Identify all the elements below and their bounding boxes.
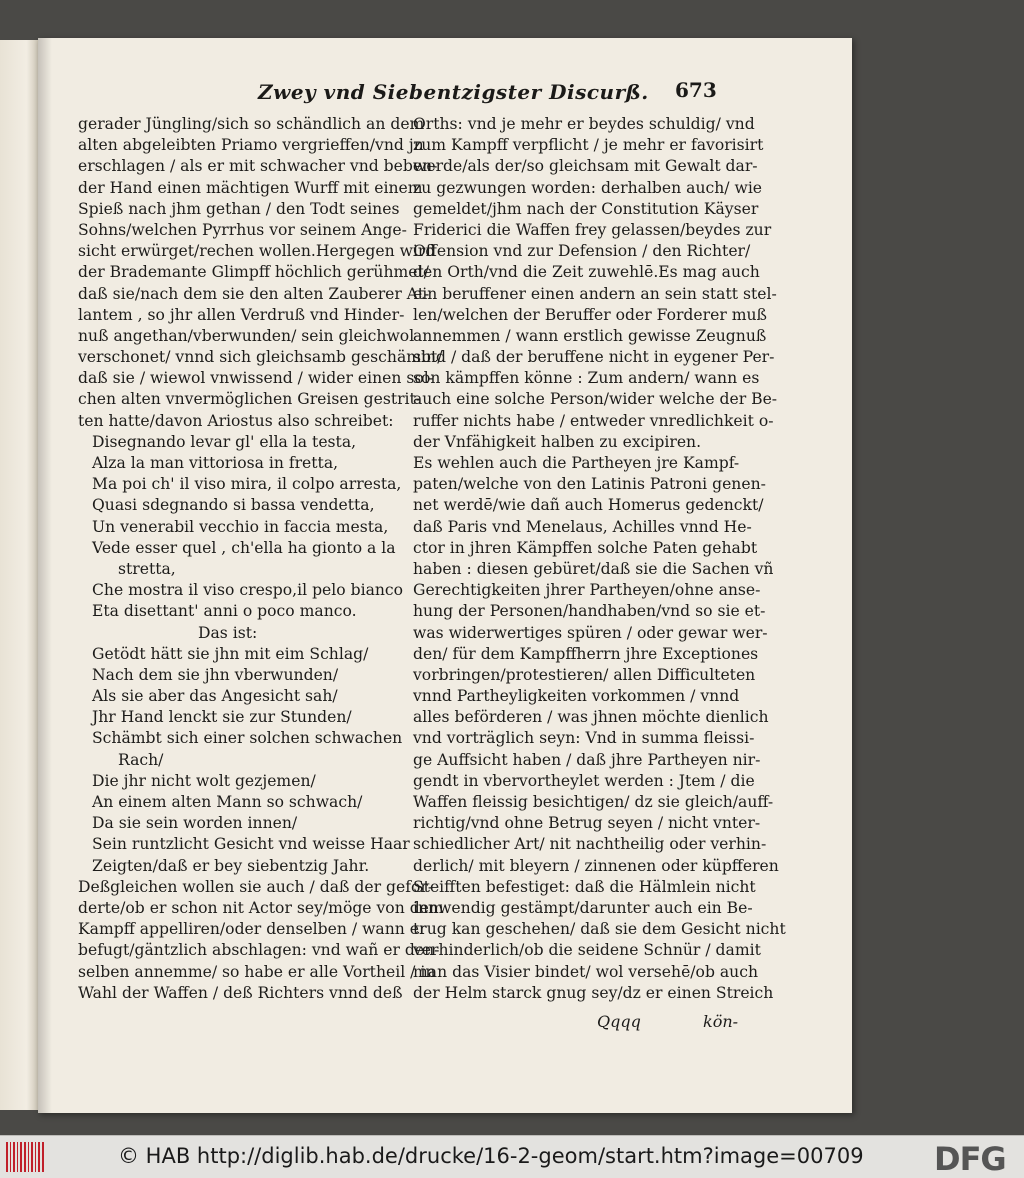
- text-line: gendt in vbervortheylet werden : Jtem / die: [413, 771, 755, 790]
- text-line: Es wehlen auch die Partheyen jre Kampf-: [413, 454, 740, 472]
- text-line: hung der Personen/handhaben/vnd so sie et-: [413, 602, 766, 621]
- text-line: zum Kampff verpflicht / je mehr er favorisirt: [413, 136, 764, 155]
- text-line: len/welchen der Beruffer oder Forderer muß: [413, 305, 767, 324]
- text-line: Deßgleichen wollen sie auch / daß der gefor-: [78, 877, 434, 896]
- text-line: Jhr Hand lenckt sie zur Stunden/: [92, 708, 352, 727]
- text-line: haben : diesen gebüret/daß sie die Sachen vñ: [413, 559, 774, 578]
- text-line: alten abgeleibten Priamo vergrieffen/vnd jn: [78, 136, 424, 155]
- text-line: ein beruffener einen andern an sein statt stel-: [413, 284, 777, 303]
- text-line: erschlagen / als er mit schwacher vnd beben-: [78, 157, 438, 176]
- text-line: trug kan geschehen/ daß sie dem Gesicht nicht: [413, 920, 786, 939]
- text-line: Offension vnd zur Defension / den Richter/: [413, 242, 751, 261]
- text-line: alles beförderen / was jhnen möchte dienlich: [413, 708, 769, 727]
- text-line: Friderici die Waffen frey gelassen/beydes zur: [413, 220, 772, 239]
- text-line: werde/als der/so gleichsam mit Gewalt dar-: [413, 157, 758, 176]
- hab-barcode-icon: [6, 1142, 44, 1172]
- right-text-column: [413, 114, 786, 1004]
- page-number: 673: [675, 78, 717, 102]
- text-line: Un venerabil vecchio in faccia mesta,: [92, 517, 389, 536]
- dfg-logo: DFG: [934, 1140, 1006, 1178]
- text-line: net werdē/wie dañ auch Homerus gedenckt/: [413, 496, 764, 515]
- text-line: Rach/: [118, 750, 164, 769]
- gutter-shadow: [38, 38, 52, 1113]
- text-line: Eta disettant' anni o poco manco.: [92, 602, 357, 621]
- text-line: Das ist:: [198, 623, 258, 642]
- text-line: Wahl der Waffen / deß Richters vnnd deß: [78, 983, 403, 1002]
- text-line: ruffer nichts habe / entweder vnredlichkeit o-: [413, 411, 774, 430]
- text-line: der Helm starck gnug sey/dz er einen Streich: [413, 983, 774, 1002]
- text-line: selben annemme/ so habe er alle Vortheil / in: [78, 962, 436, 981]
- text-line: gerader Jüngling/sich so schändlich an dem: [78, 115, 425, 133]
- text-line: Als sie aber das Angesicht sah/: [92, 687, 338, 706]
- text-line: verhinderlich/ob die seidene Schnür / damit: [413, 941, 761, 960]
- footer-bar: [0, 1135, 1024, 1178]
- text-line: man das Visier bindet/ wol versehē/ob auch: [413, 962, 758, 981]
- running-head: Zwey vnd Siebentzigster Discurß.: [258, 80, 649, 104]
- text-line: gemeldet/jhm nach der Constitution Käyser: [413, 199, 759, 218]
- catchword: kön-: [703, 1012, 739, 1031]
- text-line: richtig/vnd ohne Betrug seyen / nicht vnter-: [413, 814, 761, 833]
- text-line: sind / daß der beruffene nicht in eygener Per-: [413, 348, 775, 367]
- text-line: befugt/gäntzlich abschlagen: vnd wañ er den-: [78, 941, 440, 960]
- text-line: daß sie / wiewol vnwissend / wider einen sol-: [78, 369, 434, 388]
- text-line: ctor in jhren Kämpffen solche Paten gehabt: [413, 538, 758, 557]
- text-line: schiedlicher Art/ nit nachtheilig oder verhin-: [413, 835, 767, 854]
- text-line: Schämbt sich einer solchen schwachen: [92, 729, 403, 748]
- text-line: Sein runtzlicht Gesicht vnd weisse Haar: [92, 835, 410, 854]
- text-line: paten/welche von den Latinis Patroni genen-: [413, 475, 766, 494]
- text-line: der Brademante Glimpff höchlich gerühmet/: [78, 263, 430, 282]
- text-line: Spieß nach jhm gethan / den Todt seines: [78, 199, 400, 218]
- text-line: Nach dem sie jhn vberwunden/: [92, 665, 339, 684]
- text-line: Vede esser quel , ch'ella ha gionto a la: [92, 538, 396, 557]
- text-line: Kampff appelliren/oder denselben / wann er: [78, 920, 427, 939]
- text-line: den/ für dem Kampffherrn jhre Exceptiones: [413, 644, 759, 663]
- text-line: ge Auffsicht haben / daß jhre Partheyen nir-: [413, 750, 761, 769]
- text-line: ten hatte/davon Ariostus also schreibet:: [78, 411, 394, 430]
- text-line: Disegnando levar gl' ella la testa,: [92, 432, 357, 451]
- text-line: zu gezwungen worden: derhalben auch/ wie: [413, 178, 763, 197]
- text-line: was widerwertiges spüren / oder gewar wer-: [413, 623, 768, 642]
- text-line: vorbringen/protestieren/ allen Difficulteten: [413, 665, 756, 684]
- text-line: daß Paris vnd Menelaus, Achilles vnnd He-: [413, 517, 752, 536]
- text-line: den Orth/vnd die Zeit zuwehlē.Es mag auch: [413, 263, 760, 282]
- text-line: derte/ob er schon nit Actor sey/möge von dem: [78, 898, 444, 917]
- text-line: vnd vorträglich seyn: Vnd in summa fleissi-: [413, 729, 755, 748]
- text-line: auch eine solche Person/wider welche der Be-: [413, 390, 778, 409]
- copyright-url[interactable]: © HAB http://diglib.hab.de/drucke/16-2-geom/start.htm?image=00709: [118, 1144, 864, 1168]
- text-line: daß sie/nach dem sie den alten Zauberer At-: [78, 284, 430, 303]
- text-line: stretta,: [118, 559, 176, 578]
- text-line: chen alten vnvermöglichen Greisen gestrit-: [78, 390, 422, 409]
- text-line: verschonet/ vnnd sich gleichsamb geschämbt/: [78, 348, 443, 367]
- left-text-column: [78, 114, 444, 1004]
- text-line: Getödt hätt sie jhn mit eim Schlag/: [92, 644, 369, 663]
- text-line: Sohns/welchen Pyrrhus vor seinem Ange-: [78, 220, 407, 239]
- text-line: Gerechtigkeiten jhrer Partheyen/ohne anse-: [413, 581, 761, 600]
- text-line: Quasi sdegnando si bassa vendetta,: [92, 496, 375, 515]
- text-line: vnnd Partheyligkeiten vorkommen / vnnd: [413, 687, 740, 706]
- text-line: innwendig gestämpt/darunter auch ein Be-: [413, 898, 753, 917]
- text-line: son kämpffen könne : Zum andern/ wann es: [413, 369, 760, 388]
- text-line: der Vnfähigkeit halben zu excipiren.: [413, 432, 702, 451]
- text-line: Waffen fleissig besichtigen/ dz sie gleich/auff-: [413, 793, 774, 811]
- text-line: sicht erwürget/rechen wollen.Hergegen wird: [78, 242, 436, 261]
- text-line: nuß angethan/vberwunden/ sein gleichwol: [78, 326, 415, 345]
- text-line: Alza la man vittoriosa in fretta,: [92, 454, 339, 472]
- text-line: der Hand einen mächtigen Wurff mit einem: [78, 178, 423, 197]
- text-line: Zeigten/daß er bey siebentzig Jahr.: [92, 856, 370, 875]
- signature-mark: Qqqq: [597, 1012, 641, 1031]
- text-line: lantem , so jhr allen Verdruß vnd Hinder-: [78, 305, 405, 324]
- text-line: Orths: vnd je mehr er beydes schuldig/ vnd: [413, 115, 755, 133]
- text-line: Steifften befestiget: daß die Hälmlein nicht: [413, 877, 756, 896]
- previous-page-edge: [0, 40, 38, 1110]
- text-line: An einem alten Mann so schwach/: [92, 793, 363, 811]
- text-line: derlich/ mit bleyern / zinnenen oder küpfferen: [413, 856, 779, 875]
- text-line: Ma poi ch' il viso mira, il colpo arresta,: [92, 475, 402, 494]
- text-line: Die jhr nicht wolt gezjemen/: [92, 771, 316, 790]
- text-line: annemmen / wann erstlich gewisse Zeugnuß: [413, 326, 767, 345]
- text-line: Da sie sein worden innen/: [92, 814, 298, 833]
- text-line: Che mostra il viso crespo,il pelo bianco: [92, 581, 404, 600]
